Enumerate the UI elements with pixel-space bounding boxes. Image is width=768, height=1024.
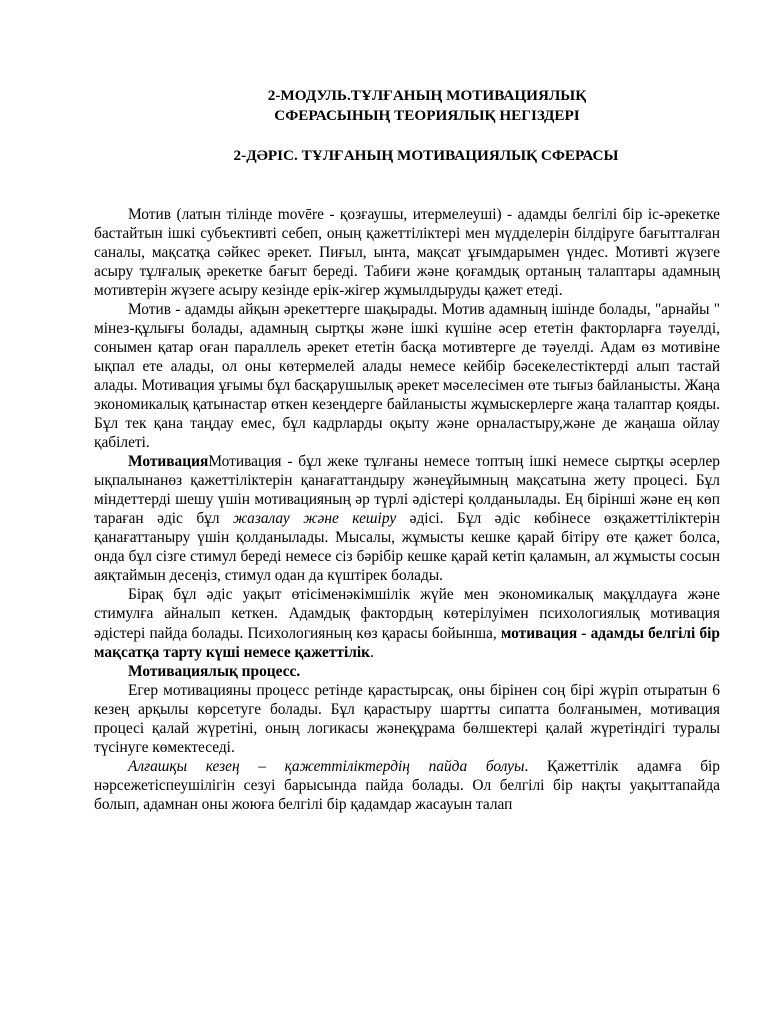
module-title (134, 86, 720, 125)
section-heading-motivational-process (94, 662, 720, 681)
module-title-line-2: СФЕРАСЫНЫҢ ТЕОРИЯЛЫҚ НЕГІЗДЕРІ (274, 106, 580, 124)
paragraph-first-stage (94, 757, 720, 814)
paragraph-psychological-methods (94, 585, 720, 661)
paragraph-3-part-a: Мотивация - бұл жеке тұлғаны немесе топтың ішкі немесе сыртқы әсерлер ықпалынанөз қажеттіліктерін қанағаттандыру жәнеұйымның мақсатына жету процесі. Бұл міндеттерді шешу үшін мотивацияның әр түрлі әдістері қолданылады. Ең бірінші және ең көп тараған әдіс бұл (94, 453, 720, 528)
module-title-line-1: 2-МОДУЛЬ.ТҰЛҒАНЫҢ МОТИВАЦИЯЛЫҚ (267, 87, 587, 104)
lecture-title: 2-ДӘРІС. ТҰЛҒАНЫҢ МОТИВАЦИЯЛЫҚ СФЕРАСЫ (233, 147, 619, 164)
motivation-definition-bold: мотивация - адамды белгілі бір мақсатқа тарту күші немесе қажеттілік (94, 624, 720, 661)
paragraph-4-part-a: Бірақ бұл әдіс уақыт өтісіменәкімшілік жүйе мен экономикалық мақұлдауға және стимулға айналып кеткен. Адамдық фактордың көтерілуімен психологиялық мотивация әдістері пайда болады. Психологияның көз қарасы бойынша, (94, 586, 720, 642)
paragraph-six-stages: Егер мотивацияны процесс ретінде қарастырсақ, оны бірінен соң бірі жүріп отыратын 6 кезең арқылы көрсетуге болады. Бұл қарастыру шартты сипатта болғанымен, мотивация процесі қалай жүретіні, оның логикасы жәнеқұрама бөлшектері қалай жүретіндігі туралы түсінуге көмектеседі. (94, 681, 720, 756)
paragraph-motivation-process (94, 452, 720, 585)
motivational-process-label: Мотивациялық процесс. (128, 662, 301, 680)
punish-forgive-phrase: жазалау және кешіру (233, 510, 397, 528)
motivation-term: Мотивация (128, 453, 209, 471)
document-body (94, 205, 720, 815)
paragraph-3-part-b: әдісі. Бұл әдіс көбінесе өзқажеттіліктерін қанағаттаныру үшін қолданылады. Мысалы, жұмысты кешке қарай бітіру өте қажет болса, онда бұл сізге стимул береді немесе сіз бәрібір кешке қарай кетіп қаламын, ал жұмысты сосын аяқтаймын десеңіз, стимул одан да күштірек болады. (94, 510, 720, 585)
paragraph-4-end: . (370, 643, 374, 661)
paragraph-7-part-b: . Қажеттілік адамға бір нәрсежетіспеушілігін сезуі барысында пайда болады. Ол белгілі бір нақты уақыттапайда болып, адамнан оны жоюға белгілі бір қадамдар жасауын талап (94, 757, 721, 813)
paragraph-motive-actions: Мотив - адамды айқын әрекеттерге шақырады. Мотив адамның ішінде болады, "арнайы " мінез-құлығы болады, адамның сыртқы және ішкі күшіне әсер ететін факторларға тәуелді, сонымен қатар оған параллель әрекет ететін басқа мотивтерге де тәуелді. Адам өз мотивіне ықпал ете алады, ол оны көтермелей алады немесе кейбір бәсекелестіктерді алып тастай алады. Мотивация ұғымы бұл басқарушылық әрекет мәселесімен өте тығыз байланысты. Жаңа экономикалық қатынастар өткен кезеңдерге байланысты жұмыскерлерге жаңа талаптар қояды. Бұл тек қана таңдау емес, бұл кадрларды оқыту және орналастыру,және де жаңаша ойлау қабілеті. (94, 300, 720, 452)
first-stage-phrase: Алғашқы кезең – қажеттіліктердің пайда болуы (128, 757, 525, 775)
paragraph-motive-definition: Мотив (латын тілінде movēre - қозғаушы, итермелеуші) - адамды белгілі бір іс-әрекетке бастайтын ішкі субъективті себеп, оның қажеттіліктері мен мүдделерін білдіруге бағытталған саналы, мақсатқа сәйкес әрекет. Пиғыл, ынта, мақсат ұғымдарымен үндес. Мотивті жүзеге асыру тұлғалық әрекетке бағыт береді. Табиғи және қоғамдық ортаның талаптары адамның мотивтерін жүзеге асыру кезінде ерік-жігер жұмылдыруды қажет етеді. (94, 205, 720, 299)
